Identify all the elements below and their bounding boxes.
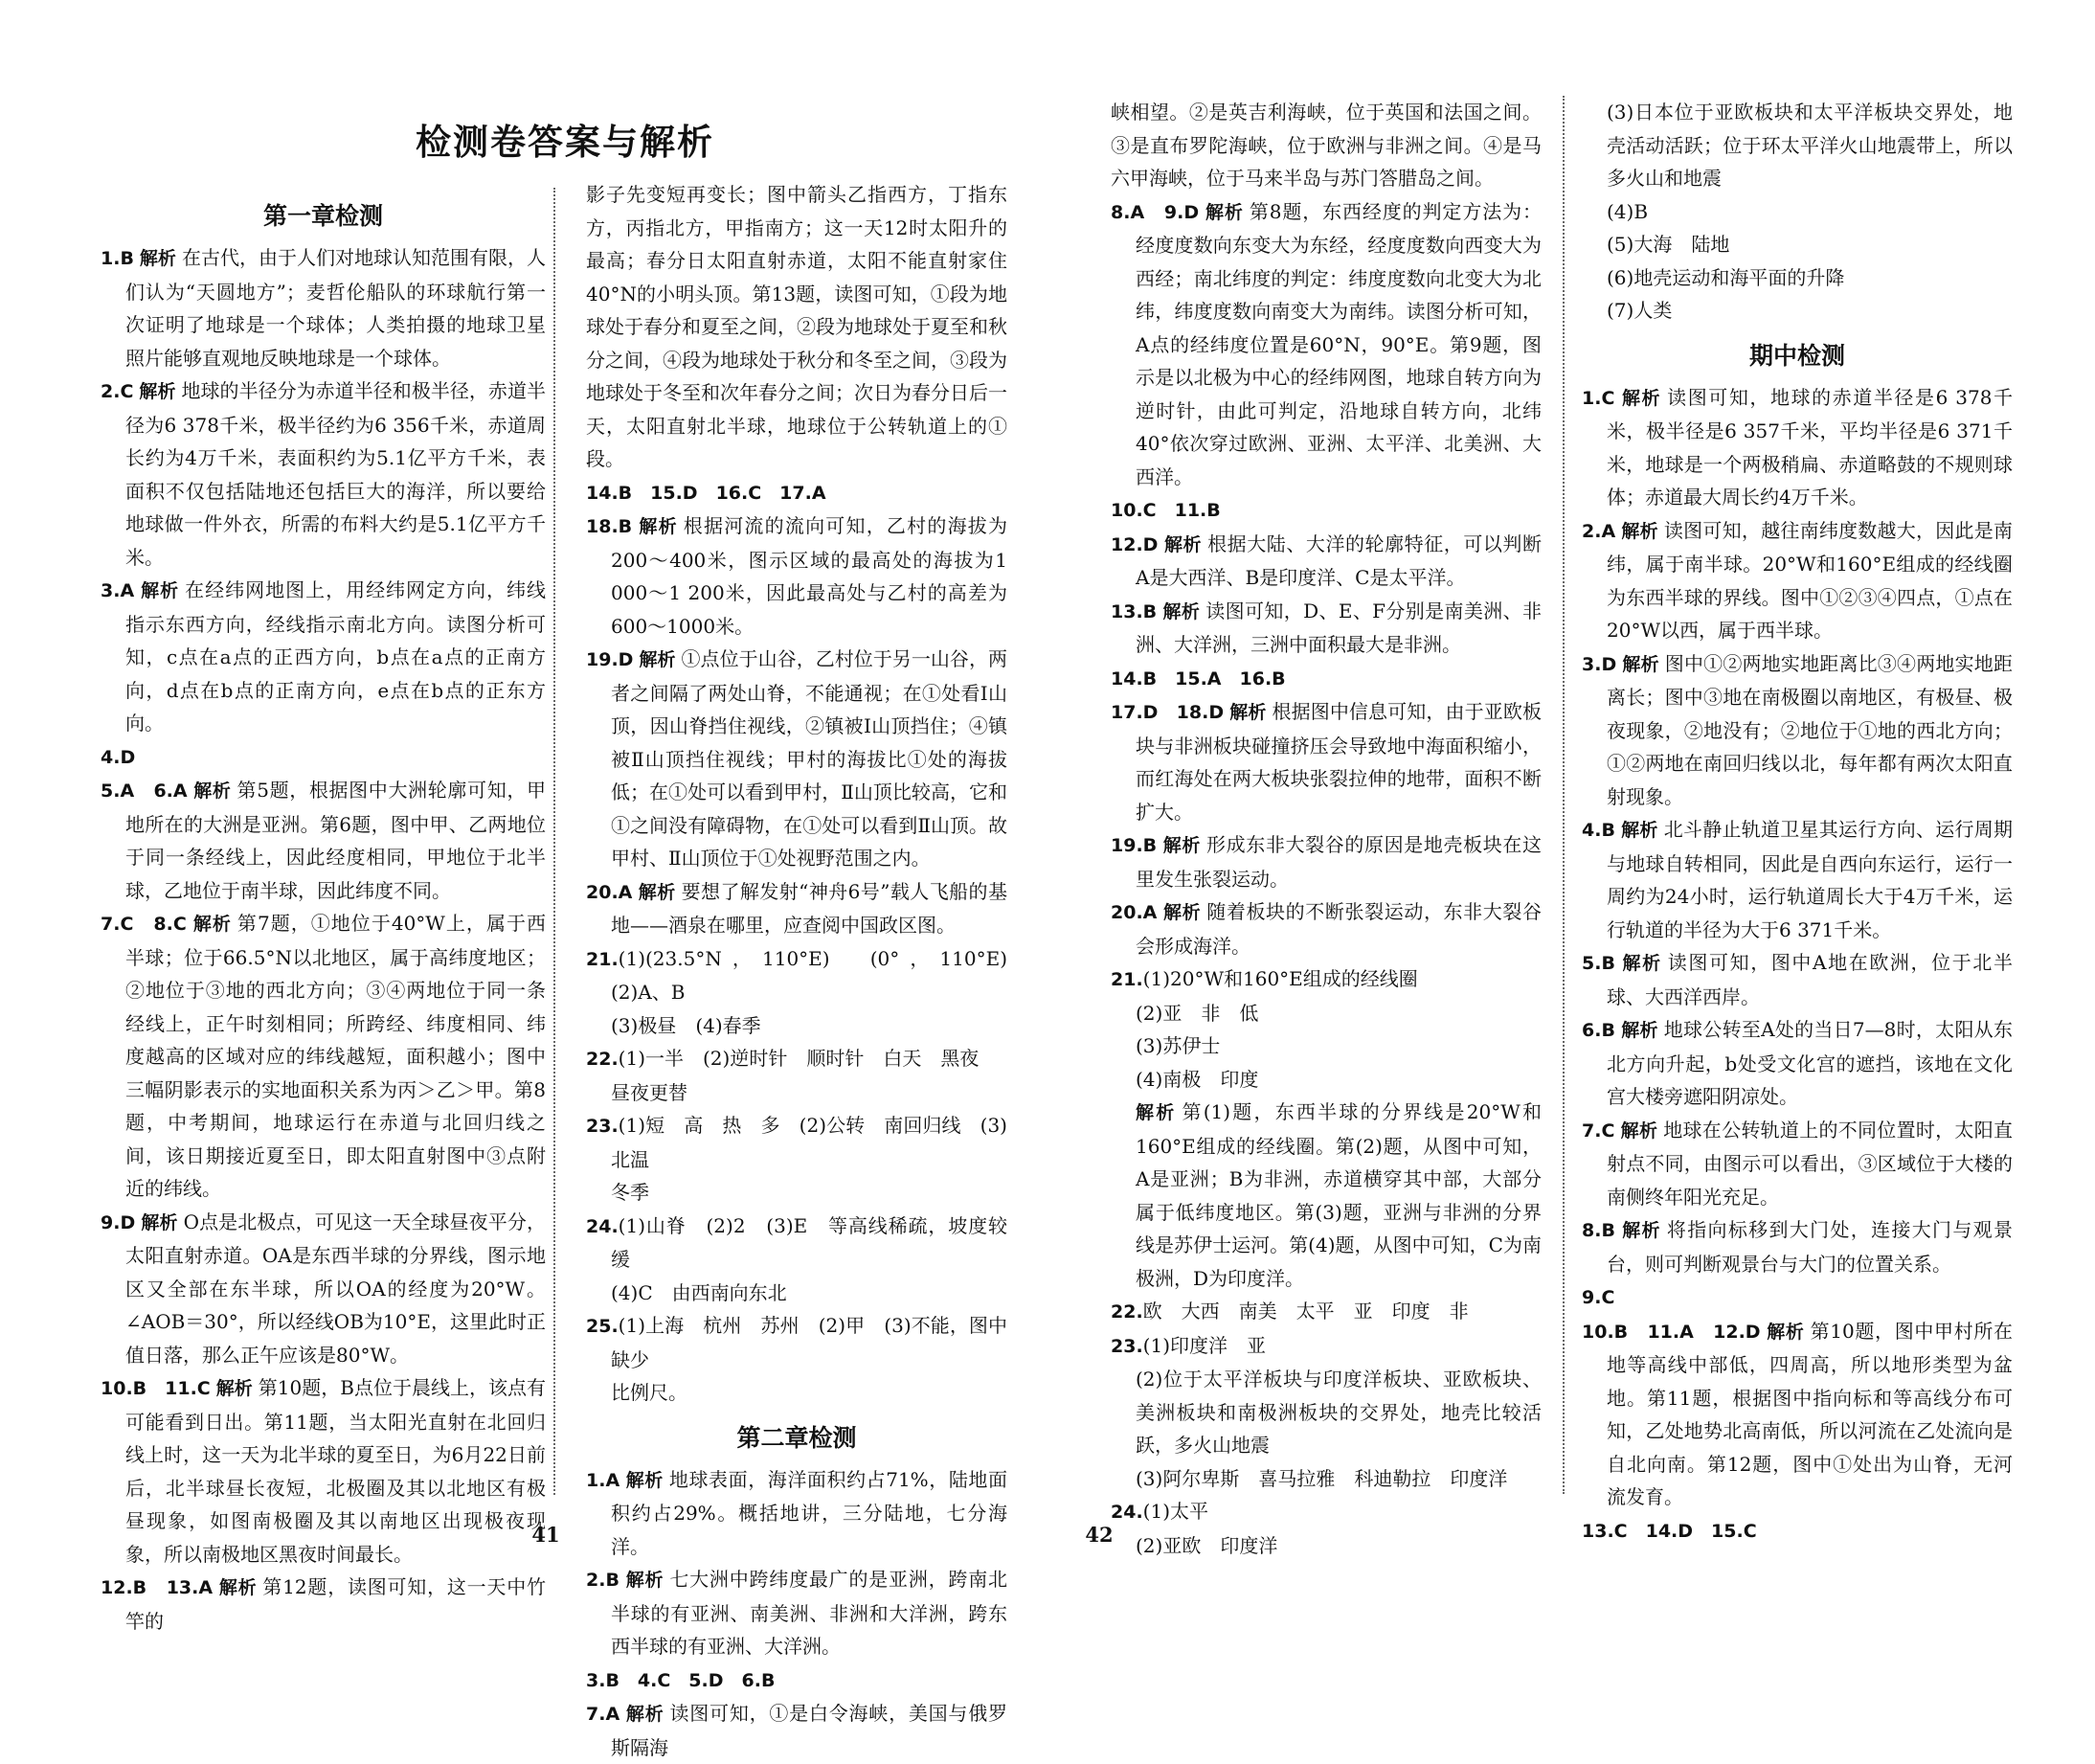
- jiexi-label: 解析: [192, 780, 232, 802]
- column-3: [1111, 96, 1542, 1562]
- question-number: 22.: [1111, 1301, 1143, 1323]
- answer-item: [101, 1371, 546, 1571]
- answer-item: [1111, 528, 1542, 595]
- page-number-left: 41: [531, 1523, 560, 1547]
- jiexi-label: 解析: [139, 381, 176, 402]
- answer-item: [586, 1463, 1007, 1564]
- question-number: 20.A: [1111, 902, 1158, 923]
- answer-line: [586, 1309, 1007, 1376]
- explanation-text: 在古代，由于人们对地球认知范围有限，人们认为“天圆地方”；麦哲伦船队的环球航行第一次证明了地球是一个球体；人类拍摄的地球卫星照片能够直观地反映地球是一个球体。: [125, 246, 546, 370]
- explanation-text: 地球的半径分为赤道半径和极半径，赤道半径为6 378千米，极半径约为6 356千米，赤道周长约为4万千米，表面积约为5.1亿平方千米，表面积不仅包括陆地还包括巨大的海洋，所以要给地球做一件外衣，所需的布料大约是5.1亿平方千米。: [125, 379, 546, 569]
- jiexi-label: 解析: [218, 1577, 258, 1598]
- continued-text: 影子先变短再变长；图中箭头乙指西方，丁指东方，丙指北方，甲指南方；这一天12时太阳升的最高；春分日太阳直射赤道，太阳不能直射家住40°N的小明头顶。第13题，读图可知，①段为地球处于春分和夏至之间，②段为地球处于夏至和秋分之间，④段为地球处于秋分和冬至之间，③段为地球处于冬至和次年春分之间；次日为春分日后一天，太阳直射北半球，地球位于公转轨道上的①段。: [586, 183, 1007, 470]
- question-number: 6.B: [1582, 1020, 1615, 1041]
- jiexi-label: 解析: [141, 1211, 178, 1233]
- question-number: 23.: [1111, 1335, 1143, 1357]
- explanation-text: 地球在公转轨道上的不同位置时，太阳直射点不同，由图示可以看出，③区域位于大楼的南侧终年阳光充足。: [1607, 1118, 2013, 1209]
- explanation-text: 读图可知，①是白令海峡，美国与俄罗斯隔海: [611, 1702, 1007, 1759]
- question-number: 17.D 18.D: [1111, 702, 1225, 723]
- answer-item: [1111, 662, 1542, 696]
- jiexi-label: 解析: [638, 516, 678, 537]
- jiexi-label: 解析: [624, 1570, 665, 1591]
- jiexi-label: 解析: [625, 1704, 665, 1725]
- question-number: 4.B: [1582, 820, 1615, 841]
- answer-item: [1582, 1514, 2013, 1549]
- jiexi-label: 解析: [140, 580, 180, 601]
- question-number: 20.A: [586, 881, 633, 903]
- explanation-text: 随着板块的不断张裂运动，东非大裂谷会形成海洋。: [1136, 900, 1542, 958]
- answer-item: [586, 643, 1007, 875]
- answer-line: [586, 1042, 1007, 1076]
- answer-text: (7)人类: [1607, 299, 1673, 322]
- explanation-text: 读图可知，D、E、F分别是南美洲、非洲、大洋洲，三洲中面积最大是非洲。: [1136, 599, 1542, 656]
- answer-item: [101, 1571, 546, 1638]
- jiexi-label: 解析: [1205, 201, 1244, 223]
- answer-item: [1582, 1280, 2013, 1315]
- explanation-text: 第8题，东西经度的判定方法为：经度度数向东变大为东经，经度度数向西变大为西经；南北纬度的判定：纬度度数向北变大为北纬，纬度度数向南变大为南纬。读图分析可知，A点的经纬度位置是60°N，90°E。第9题，图示是以北极为中心的经纬网图，地球自转方向为逆时针，由此可判定，沿地球自转方向，北纬40°依次穿过欧洲、亚洲、太平洋、北美洲、大西洋。: [1136, 199, 1542, 488]
- answer-item: [1111, 1295, 1542, 1329]
- answer-item: [101, 907, 546, 1206]
- question-number: 19.D: [586, 649, 634, 670]
- continued-text: 峡相望。②是英吉利海峡，位于英国和法国之间。③是直布罗陀海峡，位于欧洲与非洲之间。④是马六甲海峡，位于马来半岛与苏门答腊岛之间。: [1111, 101, 1542, 190]
- answer-item: [1582, 514, 2013, 647]
- answer-text: (4)C 由西南向东北: [611, 1280, 787, 1304]
- answer-item: [1582, 647, 2013, 814]
- jiexi-label: 解析: [215, 1378, 253, 1399]
- answer-line: [1111, 1462, 1542, 1496]
- question-number: 8.A 9.D: [1111, 201, 1200, 223]
- jiexi-label: 解析: [1162, 835, 1202, 856]
- question-number: 18.B: [586, 516, 633, 537]
- question-number: 24.: [1111, 1502, 1143, 1523]
- answer-item: [101, 241, 546, 374]
- answer-text: (4)南极 印度: [1136, 1067, 1259, 1091]
- explanation-text: 第10题，图中甲村所在地等高线中部低，四周高，所以地形类型为盆地。第11题，根据图中指向标和等高线分布可知，乙处地势北高南低，所以河流在乙处流向是自北向南。第12题，图中①处出为山脊，无河流发育。: [1607, 1319, 2014, 1508]
- answer-text: 欧 大西 南美 太平 亚 印度 非: [1142, 1300, 1469, 1323]
- answer-item: [1582, 813, 2013, 946]
- explanation-text: 形成东非大裂谷的原因是地壳板块在这里发生张裂运动。: [1136, 833, 1542, 891]
- question-number: 1.A: [586, 1469, 620, 1491]
- answer-item: [586, 1563, 1007, 1663]
- question-number: 12.B 13.A: [101, 1577, 214, 1598]
- explanation-text: 读图可知，地球的赤道半径是6 378千米，极半径是6 357千米，平均半径是6 371千米，地球是一个两极稍扁、赤道略鼓的不规则球体；赤道最大周长约4万千米。: [1607, 385, 2013, 509]
- answer-line: [1582, 228, 2013, 261]
- answer-text: (3)日本位于亚欧板块和太平洋板块交界处，地壳活动活跃；位于环太平洋火山地震带上，所以多火山和地震: [1607, 101, 2013, 190]
- answer-text: 昼夜更替: [611, 1080, 687, 1104]
- answer-text: (1)上海 杭州 苏州 (2)甲 (3)不能，图中缺少: [611, 1314, 1007, 1371]
- question-number: 14.B 15.A 16.B: [1111, 667, 1286, 690]
- answer-item: [1111, 695, 1542, 828]
- question-number: 3.D: [1582, 653, 1617, 675]
- answer-line: [586, 1109, 1007, 1176]
- column-divider: [1563, 96, 1565, 1494]
- question-number: 10.C 11.B: [1111, 500, 1221, 521]
- explanation-text: 地球表面，海洋面积约占71%，陆地面积约占29%。概括地讲，三分陆地，七分海洋。: [611, 1467, 1007, 1558]
- section-heading: 第二章检测: [736, 1423, 857, 1452]
- explanation-text: 第7题，①地位于40°W上，属于西半球；位于66.5°N以北地区，属于高纬度地区；②地位于③地的西北方向；③④两地位于同一条经线上，正午时刻相同；所跨经、纬度相同、纬度越高的区域对应的纬线越短，面积越小；图中三幅阴影表示的实地面积关系为丙＞乙＞甲。第8题，中考期间，地球运行在赤道与北回归线之间，该日期接近夏至日，即太阳直射图中③点附近的纬线。: [125, 912, 547, 1200]
- explanation-text: 图中①②两地实地距离比③④两地实地距离长；图中③地在南极圈以南地区，有极昼、极夜现象，②地没有；②地位于①地的西北方向；①②两地在南回归线以北，每年都有两次太阳直射现象。: [1607, 651, 2013, 808]
- explanation-text: 地球公转至A处的当日7—8时，太阳从东北方向升起，b处受文化宫的遮挡，该地在文化宫大楼旁遮阳阴凉处。: [1607, 1018, 2013, 1108]
- page-number-right: 42: [1085, 1523, 1114, 1547]
- column-divider: [553, 188, 555, 1495]
- question-number: 14.B 15.D 16.C 17.A: [586, 482, 826, 504]
- jiexi-label: 解析: [1620, 1220, 1661, 1241]
- question-number: 4.D: [101, 746, 136, 768]
- question-number: 9.D: [101, 1211, 136, 1233]
- answer-item: [1111, 828, 1542, 895]
- answer-text: (2)亚 非 低: [1136, 1001, 1259, 1025]
- jiexi-label: 解析: [1766, 1321, 1805, 1343]
- question-number: 2.B: [586, 1570, 619, 1591]
- answer-item: [586, 476, 1007, 510]
- answer-line: [586, 1176, 1007, 1210]
- answer-text: (4)B: [1607, 199, 1649, 223]
- answer-text: (5)大海 陆地: [1607, 233, 1730, 256]
- answer-item: [1111, 493, 1542, 528]
- answer-item: [1582, 1213, 2013, 1280]
- answer-item: [586, 875, 1007, 942]
- question-number: 7.C: [1582, 1119, 1615, 1142]
- question-number: 9.C: [1582, 1287, 1615, 1308]
- question-number: 1.B: [101, 248, 134, 269]
- answer-item: [1582, 946, 2013, 1013]
- explanation-text: 读图可知，越往南纬度数越大，因此是南纬，属于南半球。20°W和160°E组成的经线圈为东西半球的界线。图中①②③④四点，①点在20°W以西，属于西半球。: [1607, 518, 2013, 642]
- explanation-text: 要想了解发射“神舟6号”载人飞船的基地——酒泉在哪里，应查阅中国政区图。: [611, 879, 1007, 937]
- answer-text: (3)阿尔卑斯 喜马拉雅 科迪勒拉 印度洋: [1136, 1466, 1508, 1490]
- section-heading: 期中检测: [1748, 341, 1845, 370]
- answer-line: [1111, 1063, 1542, 1097]
- explanation-text: 将指向标移到大门处，连接大门与观景台，则可判断观景台与大门的位置关系。: [1607, 1218, 2013, 1276]
- document-title: 检测卷答案与解析: [416, 121, 714, 163]
- jiexi-label: 解析: [1162, 902, 1202, 923]
- jiexi-label: 解析: [191, 914, 232, 935]
- question-number: 25.: [586, 1316, 619, 1337]
- question-number: 12.D: [1111, 533, 1159, 555]
- answer-text: (1)(23.5°N，110°E) (0°，110°E) (2)A、B: [611, 946, 1026, 1004]
- column-2: [586, 178, 1026, 1764]
- question-number: 5.B: [1582, 953, 1615, 974]
- answer-text: (3)苏伊士: [1136, 1034, 1221, 1057]
- question-number: 21.: [1111, 969, 1143, 990]
- question-number: 2.C: [101, 381, 134, 402]
- answer-item: [1111, 595, 1542, 662]
- answer-text: 比例尺。: [611, 1381, 687, 1404]
- answer-line: [1582, 96, 2013, 195]
- answer-line: [1111, 1363, 1542, 1462]
- jiexi-label: 解析: [1621, 520, 1658, 542]
- explanation-text: 第10题，B点位于晨线上，该点有可能看到日出。第11题，当太阳光直射在北回归线上时，这一天为北半球的夏至日，为6月22日前后，北半球昼长夜短，北极圈及其以北地区有极昼现象，如图南极圈及其以南地区出现极夜现象，所以南极地区黑夜时间最长。: [125, 1376, 546, 1566]
- answer-item: [586, 1663, 1007, 1698]
- answer-text: (1)山脊 (2)2 (3)E 等高线稀疏，坡度较缓: [611, 1213, 1007, 1271]
- answer-line: [1111, 1495, 1542, 1529]
- explanation-text: 第(1)题，东西半球的分界线是20°W和160°E组成的经线圈。第(2)题，从图中可知，A是亚洲；B为非洲，赤道横穿其中部，大部分属于低纬度地区。第(3)题，亚洲与非洲的分界线是苏伊士运河。第(4)题，从图中可知，C为南极洲，D为印度洋。: [1136, 1100, 1542, 1290]
- answer-line: [586, 1076, 1007, 1110]
- answer-text: 冬季: [611, 1181, 649, 1204]
- explanation-text: 在经纬网地图上，用经纬网定方向，纬线指示东西方向，经线指示南北方向。读图分析可知，c点在a点的正西方向，b点在a点的正南方向，d点在b点的正南方向，e点在b点的正东方向。: [125, 578, 546, 735]
- jiexi-label: 解析: [1620, 1020, 1658, 1041]
- question-number: 22.: [586, 1049, 619, 1070]
- explanation-text: 第5题，根据图中大洲轮廓可知，甲地所在的大洲是亚洲。第6题，图中甲、乙两地位于同一条经线上，因此经度相同，甲地位于北半球，乙地位于南半球，因此纬度不同。: [125, 779, 546, 902]
- explanation-text: 七大洲中跨纬度最广的是亚洲，跨南北半球的有亚洲、南美洲、非洲和大洋洲，跨东西半球的有亚洲、大洋洲。: [611, 1568, 1007, 1658]
- answer-item: [1111, 195, 1542, 494]
- explanation-text: 根据大陆、大洋的轮廓特征，可以判断A是大西洋、B是印度洋、C是太平洋。: [1136, 531, 1542, 589]
- column-1: [101, 188, 546, 1638]
- explanation-text: 第12题，读图可知，这一天中竹竿的: [125, 1575, 546, 1633]
- answer-item: [1111, 895, 1542, 962]
- question-number: 19.B: [1111, 835, 1158, 856]
- question-number: 21.: [586, 948, 619, 970]
- question-number: 7.C 8.C: [101, 914, 187, 935]
- jiexi-label: 解析: [1620, 1119, 1658, 1142]
- jiexi-label: 解析: [625, 1469, 664, 1491]
- question-number: 24.: [586, 1215, 619, 1237]
- answer-text: (2)亚欧 印度洋: [1136, 1533, 1278, 1557]
- answer-line: [586, 1376, 1007, 1410]
- question-number: 23.: [586, 1116, 619, 1137]
- answer-explanation: [1111, 1096, 1542, 1295]
- question-number: 3.A: [101, 580, 135, 601]
- question-number: 8.B: [1582, 1220, 1615, 1241]
- column-4: [1582, 96, 2013, 1548]
- answer-text: (1)短 高 热 多 (2)公转 南回归线 (3)北温: [611, 1114, 1007, 1171]
- answer-item: [586, 1697, 1007, 1764]
- question-number: 13.C 14.D 15.C: [1582, 1520, 1757, 1542]
- answer-text: (1)印度洋 亚: [1142, 1333, 1267, 1357]
- answer-line: [1111, 962, 1542, 997]
- jiexi-label: 解析: [1622, 653, 1659, 675]
- jiexi-label: 解析: [1620, 820, 1658, 841]
- explanation-text: 读图可知，图中A地在欧洲，位于北半球、大西洋西岸。: [1607, 951, 2013, 1008]
- explanation-text: ①点位于山谷，乙村位于另一山谷，两者之间隔了两处山脊，不能通视；在①处看Ⅰ山顶，因山脊挡住视线，②镇被Ⅰ山顶挡住；④镇被Ⅱ山顶挡住视线；甲村的海拔比①处的海拔低；在①处可以看到甲村，Ⅱ山顶比较高，它和①之间没有障碍物，在①处可以看到Ⅱ山顶。故甲村、Ⅱ山顶位于①处视野范围之内。: [611, 647, 1007, 870]
- answer-text: (1)太平: [1142, 1500, 1209, 1523]
- answer-item: [101, 1206, 546, 1372]
- question-number: 5.A 6.A: [101, 780, 188, 802]
- answer-text: (1)20°W和160°E组成的经线圈: [1142, 967, 1418, 990]
- answer-item: [586, 509, 1007, 643]
- question-number: 2.A: [1582, 520, 1616, 542]
- answer-item: [101, 574, 546, 740]
- answer-line: [586, 1009, 1007, 1043]
- answer-item: [101, 774, 546, 907]
- answer-line: [1111, 1029, 1542, 1063]
- question-number: 13.B: [1111, 600, 1158, 622]
- explanation-text: O点是北极点，可见这一天全球昼夜平分，太阳直射赤道。OA是东西半球的分界线，图示地区又全部在东半球，所以OA的经度为20°W。∠AOB＝30°，所以经线OB为10°E，这里此时正值日落，那么正午应该是80°W。: [125, 1210, 546, 1367]
- answer-line: [1111, 1529, 1542, 1563]
- answer-item: [101, 740, 546, 775]
- jiexi-label: 解析: [1229, 702, 1267, 723]
- jiexi-label: 解析: [1136, 1102, 1177, 1123]
- left-page: [0, 0, 1048, 1759]
- jiexi-label: 解析: [639, 649, 676, 670]
- answer-text: (6)地壳运动和海平面的升降: [1607, 265, 1845, 289]
- question-number: 1.C: [1582, 387, 1615, 409]
- answer-text: (2)位于太平洋板块与印度洋板块、亚欧板块、美洲板块和南极洲板块的交界处，地壳比较活跃，多火山地震: [1136, 1368, 1542, 1457]
- explanation-text: 根据河流的流向可知，乙村的海拔为200～400米，图示区域的最高处的海拔为1 000～1 200米，因此最高处与乙村的高差为600～1000米。: [611, 514, 1007, 638]
- question-number: 10.B 11.A 12.D: [1582, 1321, 1761, 1343]
- answer-line: [586, 1210, 1007, 1277]
- jiexi-label: 解析: [139, 248, 176, 269]
- jiexi-label: 解析: [1163, 533, 1203, 555]
- right-page: [1048, 0, 2095, 1569]
- explanation-text: 北斗静止轨道卫星其运行方向、运行周期与地球自转相同，因此是自西向东运行，运行一周约为24小时，运行轨道周长大于4万千米，运行轨道的半径为大于6 371千米。: [1607, 818, 2013, 941]
- jiexi-label: 解析: [1620, 953, 1662, 974]
- answer-line: [1111, 997, 1542, 1030]
- answer-item: [1582, 1315, 2013, 1514]
- jiexi-label: 解析: [1162, 600, 1201, 622]
- answer-line: [586, 942, 1026, 1009]
- answer-line: [1582, 195, 2013, 229]
- explanation-text: 根据图中信息可知，由于亚欧板块与非洲板块碰撞挤压会导致地中海面积缩小，而红海处在两大板块张裂拉伸的地带，面积不断扩大。: [1136, 700, 1542, 824]
- answer-line: [1582, 261, 2013, 295]
- answer-line: [1111, 1329, 1542, 1364]
- section-heading: 第一章检测: [262, 202, 383, 230]
- jiexi-label: 解析: [1620, 387, 1662, 409]
- answer-item: [1582, 381, 2013, 514]
- answer-line: [1582, 294, 2013, 328]
- answer-item: [1582, 1013, 2013, 1114]
- answer-item: [101, 374, 546, 574]
- question-number: 10.B 11.C: [101, 1378, 211, 1399]
- question-number: 7.A: [586, 1704, 620, 1725]
- answer-line: [586, 1277, 1007, 1310]
- answer-item: [1582, 1114, 2013, 1214]
- question-number: 3.B 4.C 5.D 6.B: [586, 1669, 776, 1691]
- jiexi-label: 解析: [638, 881, 676, 903]
- answer-text: (1)一半 (2)逆时针 顺时针 白天 黑夜: [618, 1047, 980, 1070]
- answer-text: (3)极昼 (4)春季: [611, 1013, 761, 1037]
